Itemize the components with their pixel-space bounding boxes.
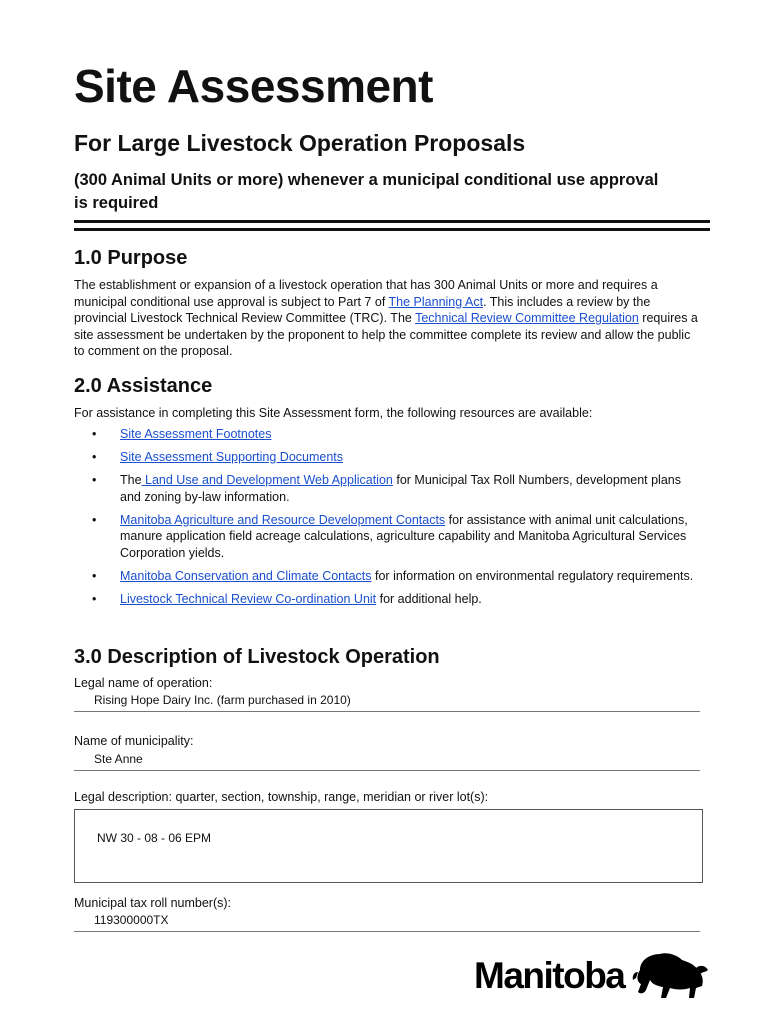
purpose-text-1: The establishment or expansion of a livestock operation that has 300 Animal Units or more and requires a municipal conditional use approval is subject to Part 7 of: [74, 278, 658, 309]
bullet-icon: •: [92, 450, 97, 464]
manitoba-logo: [474, 950, 710, 1002]
logo-wordmark: Manitoba: [474, 955, 625, 996]
purpose-paragraph: [74, 277, 704, 360]
tax-roll-label: Municipal tax roll number(s):: [74, 896, 231, 910]
bullet-icon: •: [92, 591, 97, 606]
bullet-icon: •: [92, 568, 97, 583]
list-item: • The Land Use and Development Web Application for Municipal Tax Roll Numbers, development plans and zoning by-law information.: [92, 473, 681, 504]
land-use-web-app-link[interactable]: Land Use and Development Web Application: [141, 473, 393, 487]
municipality-value: Ste Anne: [94, 752, 143, 766]
municipality-field[interactable]: [74, 751, 700, 771]
bison-icon: [630, 950, 710, 1000]
header-divider-top: [74, 220, 710, 223]
page-title: Site Assessment: [74, 60, 433, 112]
bullet-icon: •: [92, 473, 97, 487]
legal-description-field[interactable]: [74, 809, 703, 883]
tax-roll-value: 119300000TX: [94, 913, 169, 927]
header-divider-bottom: [74, 228, 710, 231]
coordination-unit-link[interactable]: Livestock Technical Review Co-ordination Unit: [120, 591, 377, 606]
assistance-intro: For assistance in completing this Site Assessment form, the following resources are available:: [74, 406, 593, 420]
list-item: • Manitoba Conservation and Climate Contacts for information on environmental regulatory requirements.: [92, 568, 694, 583]
purpose-heading: 1.0 Purpose: [74, 247, 188, 269]
legal-name-label: Legal name of operation:: [74, 676, 213, 690]
legal-description-value: NW 30 - 08 - 06 EPM: [97, 831, 212, 845]
tax-roll-field[interactable]: [74, 912, 700, 932]
list-item: • Livestock Technical Review Co-ordination Unit for additional help.: [92, 591, 482, 606]
municipality-label: Name of municipality:: [74, 734, 194, 748]
legal-description-label: Legal description: quarter, section, township, range, meridian or river lot(s):: [74, 790, 489, 804]
supporting-documents-link[interactable]: Site Assessment Supporting Documents: [120, 450, 344, 464]
footnotes-link[interactable]: Site Assessment Footnotes: [120, 427, 272, 441]
conservation-contacts-link[interactable]: Manitoba Conservation and Climate Contacts: [120, 568, 372, 583]
legal-name-field[interactable]: [74, 692, 700, 712]
resource-list: [74, 426, 704, 614]
description-heading: 3.0 Description of Livestock Operation: [74, 646, 440, 668]
list-item: [74, 426, 704, 443]
trc-regulation-link[interactable]: Technical Review Committee Regulation: [415, 311, 639, 325]
purpose-text-3: requires a site assessment be undertaken by the proponent to help the committee complete its review and allow the public to comment on the proposal.: [74, 311, 698, 358]
applicability-note: (300 Animal Units or more) whenever a municipal conditional use approval is required: [74, 171, 659, 212]
list-item: • Manitoba Agriculture and Resource Development Contacts for assistance with animal unit calculations, manure application field acreage calculations, agriculture capability and Manitoba Agricultural Services Corporation yields.: [92, 512, 688, 560]
legal-name-value: Rising Hope Dairy Inc. (farm purchased in 2010): [94, 693, 351, 707]
purpose-text-2: . This includes a review by the provincial Livestock Technical Review Committee (TRC). The: [74, 294, 651, 325]
agriculture-contacts-link[interactable]: Manitoba Agriculture and Resource Development Contacts: [120, 512, 446, 527]
assistance-heading: 2.0 Assistance: [74, 375, 213, 397]
planning-act-link[interactable]: The Planning Act: [388, 294, 484, 309]
page-subtitle: For Large Livestock Operation Proposals: [74, 130, 526, 156]
bullet-icon: •: [92, 512, 97, 527]
list-item: [74, 449, 704, 466]
bullet-icon: •: [92, 427, 97, 441]
